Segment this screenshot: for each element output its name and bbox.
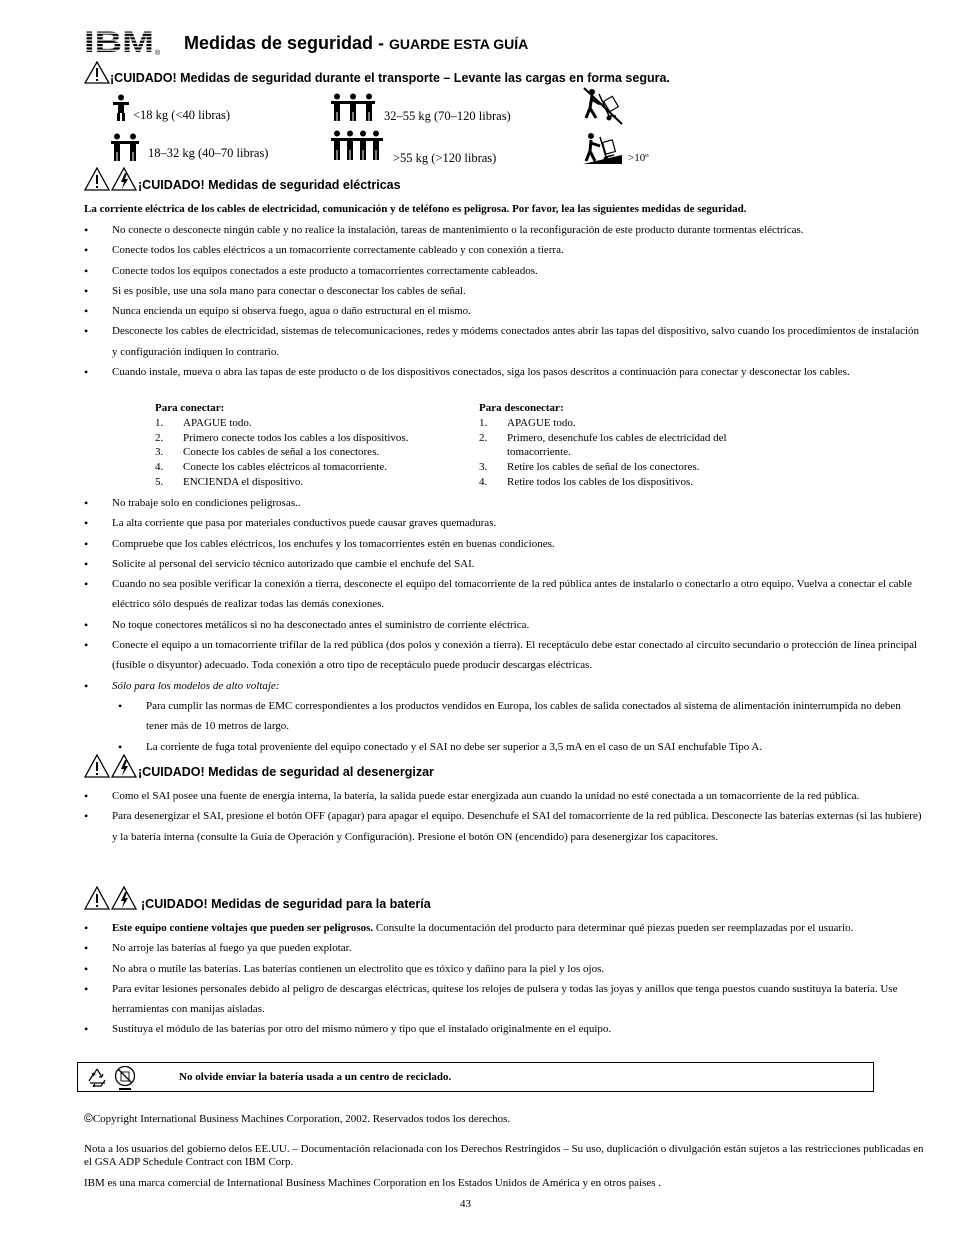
incline-label: >10º: [628, 152, 649, 164]
weight-label: 32–55 kg (70–120 libras): [384, 109, 511, 123]
copyright: ©Copyright International Business Machines Corporation, 2002. Reservados todos los derechos.: [84, 1111, 511, 1125]
weight-label: 18–32 kg (40–70 libras): [148, 146, 269, 160]
list-item: • Sustituya el módulo de las baterías por otro del mismo número y tipo que el instalado originalmente en el equipo.: [84, 1019, 924, 1039]
high-voltage-list: [112, 696, 924, 757]
disconnect-steps: [479, 401, 779, 490]
deenergize-list: [84, 786, 924, 847]
no-hand-truck-icon: [582, 86, 624, 126]
recycle-notice: [77, 1062, 874, 1092]
list-item: • Nunca encienda un equipo si observa fuego, agua o daño estructural en el mismo.: [84, 301, 924, 321]
page-title: Medidas de seguridad - GUARDE ESTA GUÍA: [184, 33, 529, 53]
list-item-high-voltage: • Sólo para los modelos de alto voltaje: • Para cumplir las normas de EMC correspondientes a los productos vendidos en Europa, los cables de salida conectados al sistema de alimentación ininterrumpida no deben tener más de 10 metros de largo. • La corriente de fuga total proveniente del equipo conectado y el SAI no debe ser superior a 3,5 mA en el caso de un SAI enchufable Tipo A.: [84, 676, 924, 757]
recycle-icon: [86, 1067, 108, 1087]
electrical-list-a: [84, 220, 924, 382]
caution-electric-icon: [84, 886, 138, 910]
battery-list: [84, 918, 924, 1040]
connect-heading: Para conectar:: [155, 402, 225, 414]
step-item: 2. Primero, desenchufe los cables de electricidad del tomacorriente.: [479, 431, 727, 459]
list-item: • La alta corriente que pasa por materiales conductivos puede causar graves quemaduras.: [84, 513, 924, 533]
incline-hand-truck-icon: [582, 131, 624, 165]
list-item: • Este equipo contiene voltajes que pueden ser peligrosos. Consulte la documentación del producto para determinar qué piezas pueden ser reemplazadas por el usuario.: [84, 918, 924, 938]
electrical-heading: ¡CUIDADO! Medidas de seguridad eléctricas: [138, 178, 401, 192]
caution-electric-icon: [84, 754, 138, 778]
list-item: • Conecte el equipo a un tomacorriente trifilar de la red pública (dos polos y conexión a tierra). El receptáculo debe estar conectado al circuito secundario o protección de línea principal (fusible o disyuntor) adecuado. Toda conexión a otro tipo de receptáculo puede producir descargas eléctricas.: [84, 635, 924, 676]
step-item: 4. Conecte los cables eléctricos al tomacorriente.: [155, 461, 388, 474]
list-item: • No arroje las baterías al fuego ya que pueden explotar.: [84, 938, 924, 958]
step-item: 4. Retire todos los cables de los dispositivos.: [479, 475, 694, 488]
list-item: • Como el SAI posee una fuente de energía interna, la batería, la salida puede estar energizada aun cuando la unidad no esté conectada a un tomacorriente de la red pública.: [84, 786, 924, 806]
electrical-list-b: [84, 493, 924, 757]
step-item: 2. Primero conecte todos los cables a los dispositivos.: [155, 431, 409, 444]
page-number: 43: [460, 1198, 471, 1210]
list-item: • Cuando instale, mueva o abra las tapas de este producto o de los dispositivos conectados, siga los pasos descritos a continuación para conectar y desconectar los cables.: [84, 362, 924, 382]
weight-label: <18 kg (<40 libras): [133, 108, 231, 122]
list-item: • No toque conectores metálicos si no ha desconectado antes el suministro de corriente eléctrica.: [84, 615, 924, 635]
step-item: 5. ENCIENDA el dispositivo.: [155, 475, 304, 488]
two-person-lift-icon: [110, 133, 140, 163]
list-item: • La corriente de fuga total proveniente del equipo conectado y el SAI no debe ser superior a 3,5 mA en el caso de un SAI enchufable Tipo A.: [112, 737, 924, 757]
one-person-lift-icon: [110, 94, 132, 122]
list-item: • Conecte todos los cables eléctricos a un tomacorriente correctamente cableado y con conexión a tierra.: [84, 240, 924, 260]
list-item: • Para cumplir las normas de EMC correspondientes a los productos vendidos en Europa, los cables de salida conectados al sistema de alimentación ininterrumpida no deben tener más de 10 metros de largo.: [112, 696, 924, 737]
step-item: 3. Retire los cables de señal de los conectores.: [479, 461, 700, 474]
recycle-note: No olvide enviar la batería usada a un centro de reciclado.: [179, 1071, 452, 1083]
trademark: IBM es una marca comercial de International Business Machines Corporation en los Estados Unidos de América y en otros países .: [84, 1177, 662, 1189]
no-trash-icon: [114, 1065, 136, 1091]
ibm-logo: [84, 27, 162, 57]
list-item: • Para desenergizar el SAI, presione el botón OFF (apagar) para apagar el equipo. Desenchufe el SAI del tomacorriente de la red pública. Desconecte las baterías externas (si las hubiere) y la batería interna (consulte la Guía de Operación y Configuración). Presione el botón ON (encendido) para desenergizar los capacitores.: [84, 806, 924, 847]
list-item: • No trabaje solo en condiciones peligrosas..: [84, 493, 924, 513]
disconnect-heading: Para desconectar:: [479, 402, 564, 414]
deenergize-heading: ¡CUIDADO! Medidas de seguridad al desenergizar: [138, 765, 434, 779]
list-item: • No conecte o desconecte ningún cable y no realice la instalación, tareas de mantenimiento o la reconfiguración de este producto durante tormentas eléctricas.: [84, 220, 924, 240]
list-item: • Solicite al personal del servicio técnico autorizado que cambie el enchufe del SAI.: [84, 554, 924, 574]
list-item: • Compruebe que los cables eléctricos, los enchufes y los tomacorrientes estén en buenas condiciones.: [84, 534, 924, 554]
list-item: • Cuando no sea posible verificar la conexión a tierra, desconecte el equipo del tomacorriente de la red pública antes de instalarlo o conectarlo a otro equipo. Vuelva a conectar el cable eléctrico sólo después de realizar todas las demás conexiones.: [84, 574, 924, 615]
connect-steps: [155, 401, 455, 490]
list-item: • Desconecte los cables de electricidad, sistemas de telecomunicaciones, redes y módems conectados antes abrir las tapas del dispositivo, salvo cuando los procedimientos de instalación y configuración indiquen lo contrario.: [84, 321, 924, 362]
electrical-intro: La corriente eléctrica de los cables de electricidad, comunicación y de teléfono es peligrosa. Por favor, lea las siguientes medidas de seguridad.: [84, 203, 747, 215]
caution-triangle-icon: [84, 61, 110, 84]
list-item: • No abra o mutile las baterías. Las baterías contienen un electrolito que es tóxico y dañino para la piel y los ojos.: [84, 959, 924, 979]
svg-text:IBM: IBM: [84, 27, 154, 57]
battery-heading: ¡CUIDADO! Medidas de seguridad para la batería: [141, 897, 431, 911]
step-item: 1. APAGUE todo.: [155, 416, 252, 429]
three-person-lift-icon: [330, 93, 376, 123]
caution-electric-icon: [84, 167, 138, 191]
gov-note: Nota a los usuarios del gobierno delos EE.UU. – Documentación relacionada con los Derechos Restringidos – Su uso, duplicación o divulgación están sujetos a las restricciones publicadas en el GSA ADP Schedule Contract con IBM Corp.: [84, 1143, 924, 1168]
list-item: • Conecte todos los equipos conectados a este producto a tomacorrientes correctamente cableados.: [84, 261, 924, 281]
step-item: 3. Conecte los cables de señal a los conectores.: [155, 446, 380, 459]
list-item: • Para evitar lesiones personales debido al peligro de descargas eléctricas, quítese los relojes de pulsera y todas las joyas y anillos que tenga puestos cuando sustituya la batería. Use herramientas con manijas aisladas.: [84, 979, 924, 1020]
weight-label: >55 kg (>120 libras): [393, 151, 497, 165]
transport-heading: ¡CUIDADO! Medidas de seguridad durante el transporte – Levante las cargas en forma segura.: [110, 71, 670, 85]
four-person-lift-icon: [330, 130, 384, 166]
step-item: 1. APAGUE todo.: [479, 416, 576, 429]
svg-text:®: ®: [155, 50, 161, 57]
list-item: • Si es posible, use una sola mano para conectar o desconectar los cables de señal.: [84, 281, 924, 301]
